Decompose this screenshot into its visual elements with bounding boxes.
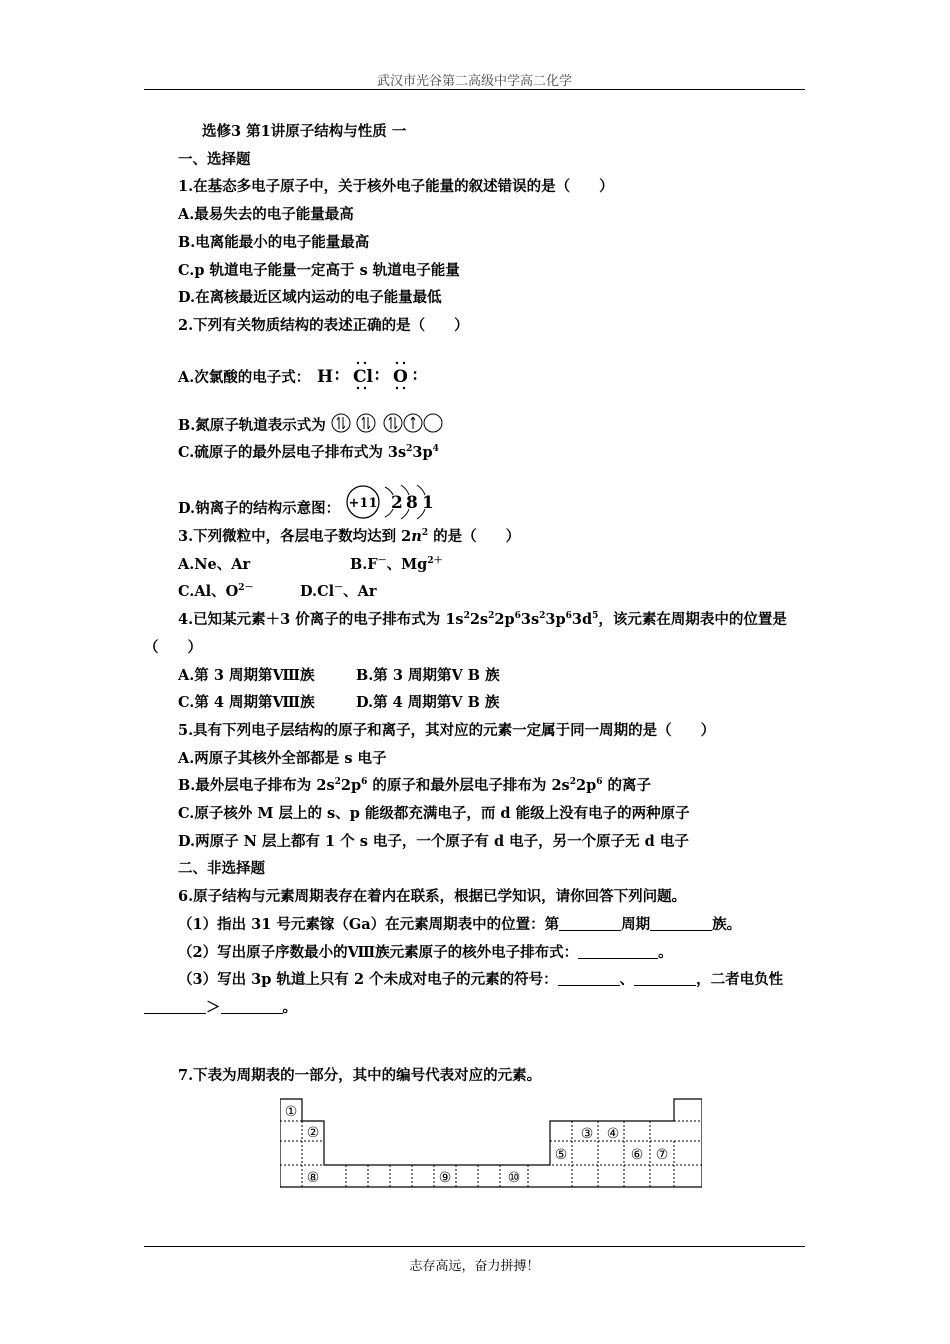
formula-h: H	[317, 366, 334, 387]
hclo-electron-formula	[315, 360, 430, 390]
label-1: ①	[284, 1104, 298, 1121]
q6-1-group-blank[interactable]	[650, 916, 712, 931]
q6-part-1: （1）指出 31 号元素镓（Ga）在元素周期表中的位置：第 周期 族。	[178, 915, 742, 933]
q4-stem: 4.已知某元素＋3 价离子的电子排布式为 $1s^22s^22p^63s^23p^63d^5$，该元素在周期表中的位置是（ ）	[144, 611, 787, 656]
q5-option-b: B.最外层电子排布为 $2s^22p^6$ 的原子和最外层电子排布为 $2s^22p^6$ 的离子	[178, 777, 652, 795]
q1-option-d: D.在离核最近区域内运动的电子能量最低	[178, 289, 442, 307]
q4-options-cd	[144, 689, 808, 717]
q3-option-c: C.Al、$O^{2-}$	[178, 583, 254, 601]
shell-2-count: 8	[406, 493, 419, 514]
label-2: ②	[306, 1125, 320, 1142]
q1-option-b: B.电离能最小的电子能量最高	[178, 233, 370, 251]
section-nonchoice-heading: 二、非选择题	[178, 860, 265, 878]
section-choice-heading: 一、选择题	[178, 150, 251, 168]
q3-option-a: A.Ne、Ar	[178, 555, 251, 573]
document-title: 选修3 第1讲原子结构与性质 一	[202, 123, 407, 140]
q4-options-ab	[144, 662, 808, 690]
q6-3-symbol-blank-2[interactable]	[634, 971, 696, 986]
q1-option-c: C.p 轨道电子能量一定高于 s 轨道电子能量	[178, 261, 460, 279]
label-9: ⑨	[438, 1170, 452, 1187]
label-10: ⑩	[507, 1170, 521, 1187]
q4-option-b: B.第 3 周期第Ⅴ B 族	[356, 666, 500, 684]
q2-stem: 2.下列有关物质结构的表述正确的是（ ）	[178, 316, 469, 334]
label-4: ④	[606, 1126, 620, 1143]
q5-option-c: C.原子核外 M 层上的 s、p 能级都充满电子，而 d 能级上没有电子的两种原子	[178, 805, 690, 823]
shell-1-count: 2	[391, 493, 404, 514]
q2-option-a	[144, 354, 808, 402]
q3-option-d: D.Cl－、Ar	[300, 583, 377, 601]
q5-option-d: D.两原子 N 层上都有 1 个 s 电子，一个原子有 d 电子，另一个原子无 d 电子	[178, 832, 689, 850]
periodic-table-fragment	[280, 1097, 702, 1189]
document-body	[144, 118, 808, 1189]
q6-part-3: （3）写出 3p 轨道上只有 2 个未成对电子的元素的符号： 、 ，二者电负性＞ 。	[144, 966, 808, 1021]
q6-3-en-blank-1[interactable]	[144, 999, 206, 1014]
q6-2-config-blank[interactable]	[578, 944, 658, 959]
q6-3-en-blank-2[interactable]	[221, 999, 283, 1014]
q5-stem: 5.具有下列电子层结构的原子和离子，其对应的元素一定属于同一周期的是（ ）	[178, 721, 716, 739]
label-6: ⑥	[630, 1147, 644, 1164]
q1-stem: 1.在基态多电子原子中，关于核外电子能量的叙述错误的是（ ）	[178, 178, 614, 196]
formula-sep-1: ∶	[335, 365, 340, 385]
q6-1-period-blank[interactable]	[559, 916, 621, 931]
formula-o: O	[393, 366, 409, 387]
q2-option-a-text: A.次氯酸的电子式：	[178, 368, 311, 386]
q4-option-c: C.第 4 周期第Ⅷ族	[178, 694, 315, 712]
q6-stem: 6.原子结构与元素周期表存在着内在联系，根据已学知识，请你回答下列问题。	[178, 888, 687, 906]
q2-option-b	[144, 412, 808, 440]
formula-cl: Cl	[353, 366, 374, 387]
q3-stem: 3.下列微粒中，各层电子数均达到 $2n^2$ 的是（ ）	[178, 528, 521, 546]
q5-option-a: A.两原子其核外全部都是 s 电子	[178, 749, 387, 767]
q2-option-c: C.硫原子的最外层电子排布式为 $3s^23p^4$	[178, 444, 439, 462]
q2-option-b-text: B.氮原子轨道表示式为	[178, 416, 326, 434]
q1-option-a: A.最易失去的电子能量最高	[178, 206, 354, 224]
q4-option-a: A.第 3 周期第Ⅷ族	[178, 666, 315, 684]
label-3: ③	[580, 1126, 594, 1143]
q3-options-cd	[144, 578, 808, 606]
q2-option-d	[144, 481, 808, 523]
page-header: 武汉市光谷第二高级中学高二化学	[144, 70, 805, 90]
page-footer: 志存高远，奋力拼搏！	[144, 1246, 805, 1274]
formula-sep-3: ∶	[413, 365, 418, 385]
formula-sep-2: ∶	[375, 365, 380, 385]
label-5: ⑤	[554, 1147, 568, 1164]
q3-options-ab	[144, 551, 808, 579]
shell-3-count: 1	[422, 493, 435, 514]
q4-option-d: D.第 4 周期第Ⅴ B 族	[356, 694, 500, 712]
q7-stem: 7.下表为周期表的一部分，其中的编号代表对应的元素。	[178, 1066, 542, 1084]
sodium-ion-structure-diagram	[345, 481, 437, 523]
q2-option-d-text: D.钠离子的结构示意图：	[178, 500, 341, 518]
label-7: ⑦	[655, 1147, 669, 1164]
label-8: ⑧	[306, 1170, 320, 1187]
q6-part-2: （2）写出原子序数最小的Ⅷ族元素原子的核外电子排布式： 。	[178, 943, 673, 961]
q6-3-symbol-blank-1[interactable]	[558, 971, 620, 986]
nitrogen-orbital-diagram	[331, 412, 449, 434]
table-outline	[280, 1099, 702, 1187]
nucleus-charge: +11	[348, 496, 378, 512]
q3-option-b: B.F－、$Mg^{2+}$	[350, 555, 443, 573]
